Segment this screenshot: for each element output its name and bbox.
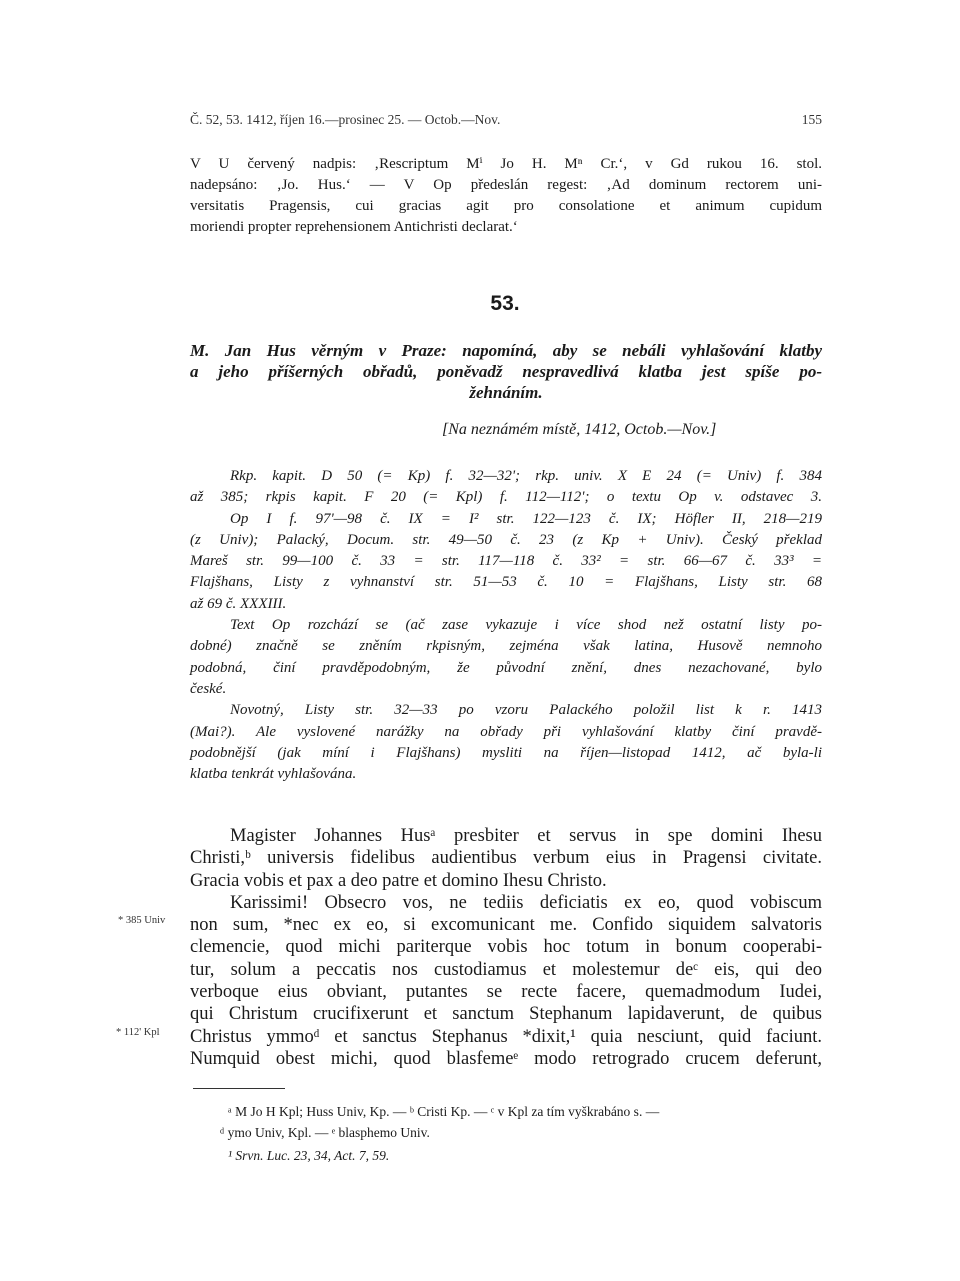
manuscript-notes <box>190 466 822 785</box>
footnote-divider <box>193 1088 285 1089</box>
regest-line: versitatis Pragensis, cui gracias agit pro consolatione et animum cupidum <box>190 198 822 214</box>
body-line: qui Christum crucifixerunt et sanctum Stephanum lapidaverunt, de quibus <box>190 1004 822 1025</box>
notes-line: Novotný, Listy str. 32—33 po vzoru Palackého položil list k r. 1413 <box>230 702 822 719</box>
margin-note: * 112' Kpl <box>116 1027 160 1038</box>
body-line: Numquid obest michi, quod blasfemeᵉ modo retrogrado crucem deferunt, <box>190 1048 822 1069</box>
body-line: Christus ymmoᵈ et sanctus Stephanus *dixit,¹ quia nesciunt, quid faciunt. <box>190 1026 822 1047</box>
letter-title <box>190 340 822 403</box>
body-line: Magister Johannes Husᵃ presbiter et servus in spe domini Ihesu <box>230 826 822 846</box>
notes-line: Text Op rozchází se (ač zase vykazuje i více shod než ostatní listy po- <box>230 617 822 634</box>
margin-note: * 385 Univ <box>118 915 166 926</box>
body-line: non sum, *nec ex eo, si excomunicant me. Confido siquidem salvatoris <box>190 915 822 936</box>
footnote-line: ᵃ M Jo H Kpl; Huss Univ, Kp. — ᵇ Cristi Kp. — ᶜ v Kpl za tím vyškrabáno s. — <box>228 1104 660 1119</box>
notes-line: (Mai?). Ale vyslovené narážky na obřady při vyhlašování klatby činí pravdě- <box>190 723 822 740</box>
regest-line: nadepsáno: ‚Jo. Hus.‘ — V Op předeslán regest: ‚Ad dominum rectorem uni- <box>190 177 822 193</box>
notes-line: Op I f. 97'—98 č. IX = I² str. 122—123 č. IX; Höfler II, 218—219 <box>230 510 822 527</box>
notes-line: (z Univ); Palacký, Docum. str. 49—50 č. 23 (z Kp + Univ). Český překlad <box>190 531 822 548</box>
body-line: clemencie, quod michi pariterque vobis hoc totum in bonum cooperabi- <box>190 937 822 958</box>
body-line: Gracia vobis et pax a deo patre et domino Ihesu Christo. <box>190 870 607 891</box>
notes-line: klatba tenkrát vyhlašována. <box>190 766 357 783</box>
notes-line: až 69 č. XXXIII. <box>190 595 287 612</box>
title-line: a jeho příšerných obřadů, poněvadž nespravedlivá klatba jest spíše po- <box>190 362 822 381</box>
regest-paragraph <box>190 154 822 238</box>
body-line: Christi,ᵇ universis fidelibus audientibus verbum eius in Pragensi civitate. <box>190 848 822 869</box>
notes-line: Flajšhans, Listy z vyhnanství str. 51—53 č. 10 = Flajšhans, Listy str. 68 <box>190 574 822 591</box>
notes-line: podobnější (jak míní i Flajšhans) mysliti na říjen—listopad 1412, ač byla-li <box>190 744 822 761</box>
regest-line: moriendi propter reprehensionem Antichristi declarat.‘ <box>190 219 518 235</box>
place-date: [Na neznámém místě, 1412, Octob.—Nov.] <box>442 421 717 438</box>
footnote-line: ᵈ ymo Univ, Kpl. — ᵉ blasphemo Univ. <box>220 1125 430 1140</box>
notes-line: české. <box>190 680 227 697</box>
body-line: tur, solum a peccatis nos custodiamus et molestemur deᶜ eis, qui deo <box>190 959 822 980</box>
letter-body <box>190 825 822 1070</box>
page-number: 155 <box>801 112 822 127</box>
header-left: Č. 52, 53. 1412, říjen 16.—prosinec 25. — Octob.—Nov. <box>190 112 501 127</box>
body-line: Karissimi! Obsecro vos, ne tediis deficiatis ex eo, quod vobiscum <box>230 892 822 913</box>
title-line: M. Jan Hus věrným v Praze: napomíná, aby se nebáli vyhlašování klatby <box>190 341 822 360</box>
running-header <box>190 112 822 128</box>
notes-line: až 385; rkpis kapit. F 20 (= Kpl) f. 112—112'; o textu Op v. odstavec 3. <box>190 489 822 506</box>
title-line: žehnáním. <box>469 383 543 402</box>
notes-line: Mareš str. 99—100 č. 33 = str. 117—118 č. 33² = str. 66—67 č. 33³ = <box>190 553 822 570</box>
notes-line: Rkp. kapit. D 50 (= Kp) f. 32—32'; rkp. univ. X E 24 (= Univ) f. 384 <box>230 468 822 484</box>
regest-line: V U červený nadpis: ‚Rescriptum Mⁱ Jo H. Mⁿ Cr.‘, v Gd rukou 16. stol. <box>190 156 822 172</box>
notes-line: podobná, činí pravděpodobným, že původní znění, dnes nezachované, bylo <box>190 659 822 676</box>
body-line: verboque eius obviant, putantes se recte facere, quemadmodum Iudei, <box>190 982 822 1003</box>
footnote-line: ¹ Srvn. Luc. 23, 34, Act. 7, 59. <box>228 1148 390 1163</box>
section-number: 53. <box>490 292 520 315</box>
notes-line: dobné) značně se zněním rkpisným, zejména však latina, Husově nemnoho <box>190 638 822 655</box>
